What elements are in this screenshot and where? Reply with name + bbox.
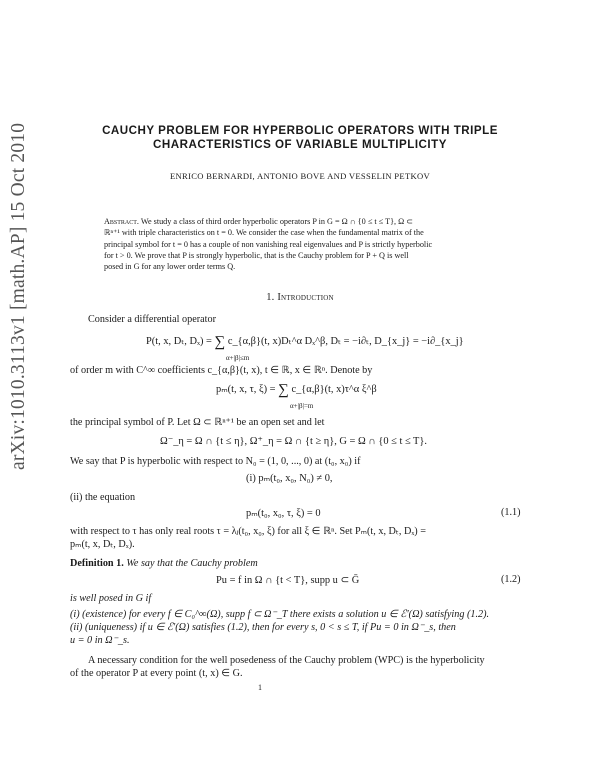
abstract-line-1-text: We study a class of third order hyperbolic operators P in G = Ω ∩ {0 ≤ t ≤ T}, Ω ⊂ bbox=[140, 217, 414, 226]
operator-sum-subscript: α+|β|≤m bbox=[226, 354, 250, 362]
definition-label: Definition 1. bbox=[70, 558, 124, 569]
symbol-lhs: pₘ(t, x, τ, ξ) = bbox=[216, 384, 276, 395]
def-uniqueness-line-1: (ii) (uniqueness) if u ∈ ℰ′(Ω) satisfies (1.2), then for every s, 0 < s ≤ T, if Pu = 0 in Ω⁻_s, then bbox=[70, 622, 456, 633]
closing-line-2: of the operator P at every point (t, x) ∈ G. bbox=[70, 668, 243, 679]
order-text: of order m with C^∞ coefficients c_{α,β}(t, x), t ∈ ℝ, x ∈ ℝⁿ. Denote by bbox=[70, 365, 373, 376]
page-number: 1 bbox=[258, 683, 262, 692]
equation-1-2-number: (1.2) bbox=[501, 574, 521, 585]
closing-line-1: A necessary condition for the well posedeness of the Cauchy problem (WPC) is the hyperbolicity bbox=[88, 655, 485, 666]
intro-text: Consider a differential operator bbox=[88, 314, 216, 325]
abstract-line-3: principal symbol for t = 0 has a couple of non vanishing real eigenvalues and P is strictly hyperbolic bbox=[104, 239, 433, 249]
roots-line-2: pₘ(t, x, Dₜ, Dₓ). bbox=[70, 539, 135, 550]
def-wellposed: is well posed in G if bbox=[70, 593, 152, 604]
symbol-equation bbox=[216, 382, 377, 399]
symbol-sum-subscript: α+|β|=m bbox=[290, 402, 314, 410]
principal-text: the principal symbol of P. Let Ω ⊂ ℝⁿ⁺¹ be an open set and let bbox=[70, 417, 325, 428]
definition-1 bbox=[70, 557, 258, 570]
abstract-line-4: for t > 0. We prove that P is strongly hyperbolic, that is the Cauchy problem for P + Q is well bbox=[104, 250, 409, 260]
arxiv-identifier: arXiv:1010.3113v1 [math.AP] 15 Oct 2010 bbox=[8, 122, 29, 470]
operator-sum: ∑ bbox=[214, 334, 226, 350]
abstract-line-1 bbox=[104, 216, 494, 227]
definition-text: We say that the Cauchy problem bbox=[126, 558, 258, 569]
condition-i: (i) pₘ(t₀, x₀, N₀) ≠ 0, bbox=[246, 473, 333, 484]
roots-line-1: with respect to τ has only real roots τ = λⱼ(t₀, x₀, ξ) for all ξ ∈ ℝⁿ. Set Pₘ(t, x, Dₜ, Dₓ) = bbox=[70, 526, 426, 537]
paper-title bbox=[60, 124, 540, 152]
abstract-line-2: ℝⁿ⁺¹ with triple characteristics on t = 0. We consider the case when the fundamental matrix of the bbox=[104, 228, 424, 238]
equation-1-1: pₘ(t₀, x₀, τ, ξ) = 0 bbox=[246, 508, 321, 519]
sets-equation: Ω⁻_η = Ω ∩ {t ≤ η}, Ω⁺_η = Ω ∩ {t ≥ η}, G = Ω ∩ {0 ≤ t ≤ T}. bbox=[160, 436, 427, 447]
operator-rhs: c_{α,β}(t, x)Dₜ^α Dₓ^β, Dₜ = −i∂ₜ, D_{x_j} = −i∂_{x_j} bbox=[227, 336, 464, 347]
abstract bbox=[104, 216, 494, 272]
section-heading: 1. Introduction bbox=[266, 292, 334, 303]
authors: ENRICO BERNARDI, ANTONIO BOVE AND VESSELIN PETKOV bbox=[169, 171, 431, 181]
title-line-1: CAUCHY PROBLEM FOR HYPERBOLIC OPERATORS WITH TRIPLE bbox=[102, 124, 498, 137]
hyperbolic-text: We say that P is hyperbolic with respect to N₀ = (1, 0, ..., 0) at (t₀, x₀) if bbox=[70, 456, 361, 467]
operator-equation bbox=[146, 334, 464, 351]
symbol-sum: ∑ bbox=[278, 382, 289, 398]
symbol-rhs: c_{α,β}(t, x)τ^α ξ^β bbox=[291, 384, 377, 395]
abstract-line-5: posed in G for any lower order terms Q. bbox=[104, 262, 236, 272]
def-existence: (i) (existence) for every f ∈ C₀^∞(Ω), supp f ⊂ Ω⁻_T there exists a solution u ∈ ℰ′(Ω) satisfying (1.2). bbox=[70, 609, 490, 620]
roots-text bbox=[70, 525, 531, 551]
closing-paragraph bbox=[70, 654, 540, 680]
operator-lhs: P(t, x, Dₜ, Dₓ) = bbox=[146, 336, 212, 347]
abstract-label: Abstract. bbox=[104, 217, 139, 226]
title-line-2: CHARACTERISTICS OF VARIABLE MULTIPLICITY bbox=[153, 138, 447, 151]
equation-1-2: Pu = f in Ω ∩ {t < T}, supp u ⊂ Ḡ bbox=[216, 575, 360, 586]
def-uniqueness-line-2: u = 0 in Ω⁻_s. bbox=[70, 635, 130, 646]
definition-conditions bbox=[70, 592, 540, 647]
equation-1-1-number: (1.1) bbox=[501, 507, 521, 518]
condition-ii-label: (ii) the equation bbox=[70, 492, 136, 503]
